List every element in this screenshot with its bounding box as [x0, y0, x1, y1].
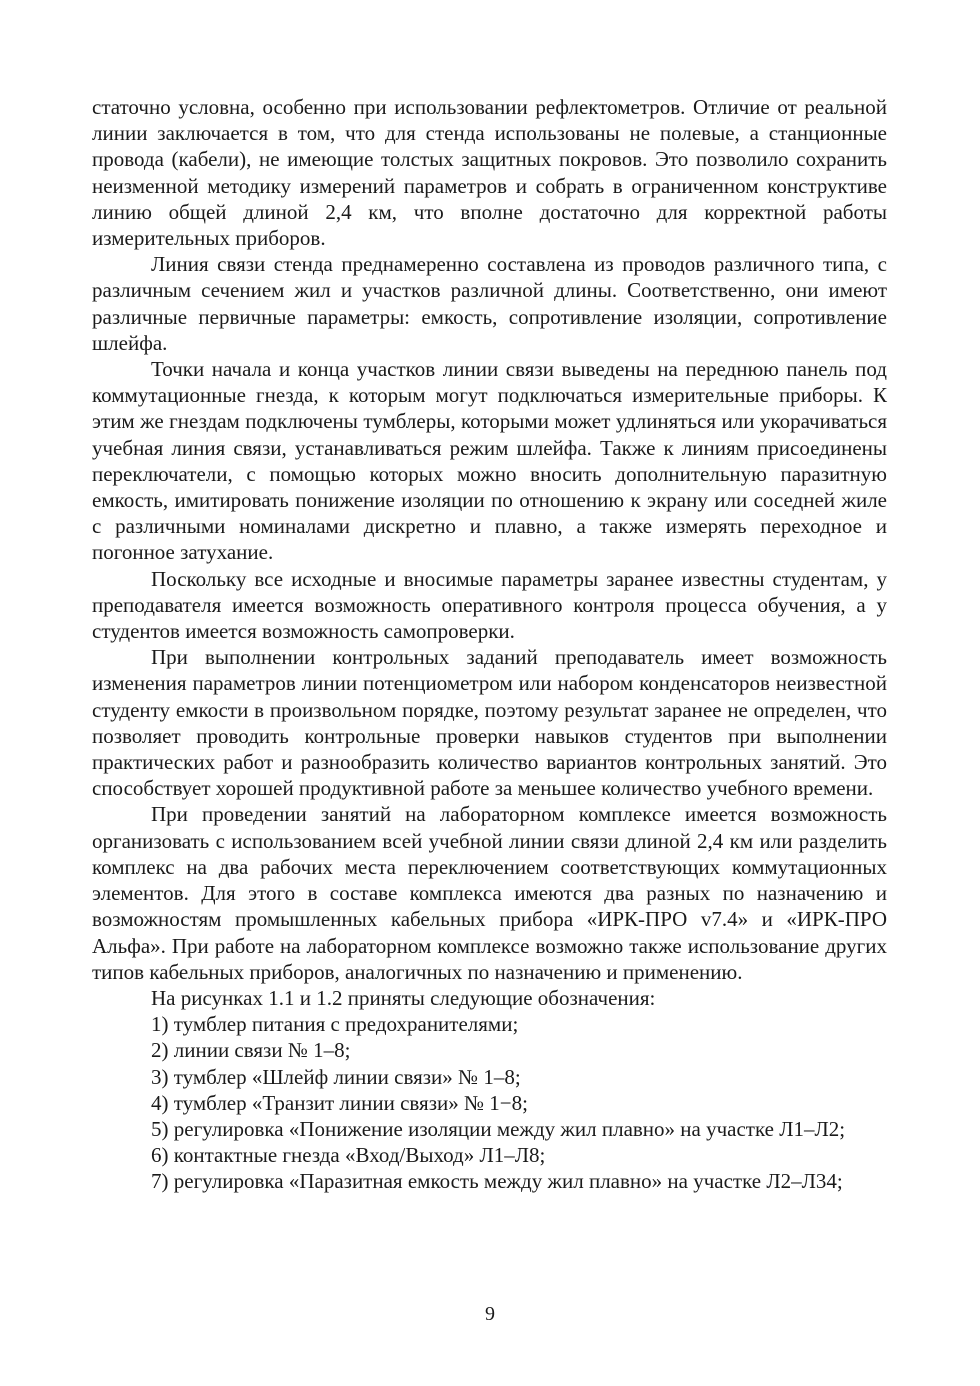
paragraph-legend-intro: На рисунках 1.1 и 1.2 приняты следующие обозначения:: [151, 985, 656, 1010]
list-item: 3) тумблер «Шлейф линии связи» № 1–8;: [151, 1064, 521, 1089]
paragraph-self-check: Поскольку все исходные и вносимые параметры заранее известны студентам, у преподавателя имеется возможность оперативного контроля процесса обучения, а у студентов имеется возможность самопроверки.: [92, 566, 887, 644]
paragraph-line-types: Линия связи стенда преднамеренно составлена из проводов различного типа, с различным сечением жил и участков различной длины. Соответственно, они имеют различные первичные параметры: емкость, сопротивление изоляции, сопротивление шлейфа.: [92, 252, 887, 355]
list-item: 7) регулировка «Паразитная емкость между жил плавно» на участке Л2–Л34;: [151, 1169, 843, 1194]
paragraph-lab-complex: При проведении занятий на лабораторном комплексе имеется возможность организовать с использованием всей учебной линии связи длиной 2,4 км или разделить комплекс на два рабочих места переключением соответствующих коммутационных элементов. Для этого в составе комплекса имеются два разных по назначению и возможностям промышленных кабельных прибора «ИРК-ПРО v7.4» и «ИРК-ПРО Альфа». При работе на лабораторном комплексе возможно также использование других типов кабельных приборов, аналогичных по назначению и применению.: [92, 802, 887, 984]
paragraph-intro: статочно условна, особенно при использовании рефлектометров. Отличие от реальной линии заключается в том, что для стенда использованы не полевые, а станционные провода (кабели), не имеющие толстых защитных покровов. Это позволило сохранить неизменной методику измерений параметров и собрать в ограниченном конструктиве линию общей длиной 2,4 км, что вполне достаточно для корректной работы измерительных приборов.: [92, 95, 887, 251]
page-number: 9: [485, 1303, 495, 1325]
paragraph-front-panel: Точки начала и конца участков линии связи выведены на переднюю панель под коммутационные гнезда, к которым могут подключаться измерительные приборы. К этим же гнездам подключены тумблеры, которыми может удлиняться или укорачиваться учебная линия связи, устанавливаться режим шлейфа. Также к линиям присоединены переключатели, с помощью которых можно вносить дополнительную паразитную емкость, имитировать понижение изоляции по отношению к экрану или соседней жиле с различными номиналами дискретно и плавно, а также измерять переходное и погонное затухание.: [92, 357, 887, 565]
list-item: 6) контактные гнезда «Вход/Выход» Л1–Л8;: [151, 1143, 546, 1168]
paragraph-control-tasks: При выполнении контрольных заданий преподаватель имеет возможность изменения параметров линии потенциометром или набором конденсаторов неизвестной студенту емкости в произвольном порядке, поэтому результат заранее не определен, что позволяет проводить контрольные проверки навыков студентов при выполнении практических работ и разнообразить количество вариантов контрольных занятий. Это способствует хорошей продуктивной работе за меньшее количество учебного времени.: [92, 645, 887, 801]
list-item: 2) линии связи № 1–8;: [151, 1038, 351, 1063]
document-page: [92, 94, 887, 1195]
list-item: 1) тумблер питания с предохранителями;: [151, 1012, 519, 1037]
list-item: 4) тумблер «Транзит линии связи» № 1−8;: [151, 1090, 528, 1115]
list-item: 5) регулировка «Понижение изоляции между жил плавно» на участке Л1–Л2;: [151, 1116, 846, 1141]
